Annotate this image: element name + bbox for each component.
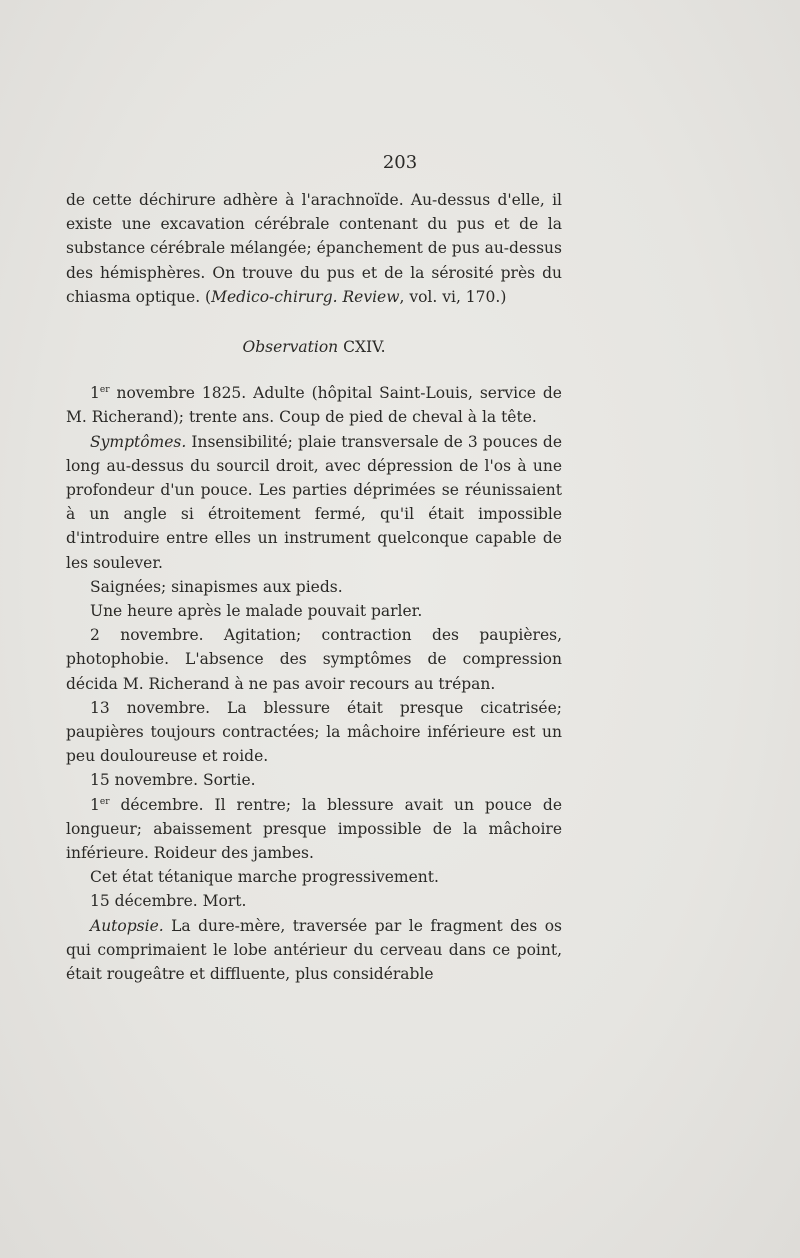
paragraph-text: de cette déchirure adhère à l'arachnoïde. Au-dessus d'elle, il existe une excavation cérébrale contenant du pus et de la substance cérébrale mélangée; épanchement de pus au-dessus des hémisphères. On trouve du pus et de la sérosité près du chiasma optique. ( — [66, 191, 562, 306]
observation-heading-number: CXIV. — [338, 338, 386, 357]
paragraph-text: Insensibilité; plaie transversale de 3 pouces de long au-dessus du sourcil droit, avec dépression de l'os à une profondeur d'un pouce. Les parties déprimées se réunissaient à un angle si étroitement fermé, qu'il était impossible d'introduire entre elles un instrument quelconque capable de les soulever. — [66, 432, 562, 572]
citation-volume: , vol. vi, 170.) — [399, 287, 507, 306]
paragraph-dec-1 — [66, 793, 562, 866]
paragraph-dec-15: 15 décembre. Mort. — [90, 892, 247, 911]
section-label: Autopsie. — [90, 916, 164, 935]
paragraph-nov-13: 13 novembre. La blessure était presque cicatrisée; paupières toujours contractées; la mâchoire inférieure est un peu douloureuse et roide. — [66, 698, 562, 766]
section-label: Symptômes. — [90, 432, 187, 451]
paragraph-case-intro — [66, 381, 562, 429]
paragraph-symptoms — [66, 430, 562, 575]
paragraph-nov-2: 2 novembre. Agitation; contraction des paupières, photophobie. L'absence des symptômes de compression décida M. Richerand à ne pas avoir recours au trépan. — [66, 626, 562, 693]
paragraph-autopsy — [66, 914, 562, 987]
observation-heading — [66, 335, 562, 359]
date-ordinal: er — [99, 385, 110, 396]
paragraph-continuation — [66, 188, 562, 309]
paragraph-recovery: Une heure après le malade pouvait parler. — [90, 602, 423, 621]
page-number: 203 — [382, 152, 418, 173]
paragraph-text: novembre 1825. Adulte (hôpital Saint-Louis, service de M. Richerand); trente ans. Coup de pied de cheval à la tête. — [66, 384, 562, 427]
page-body — [66, 188, 562, 986]
paragraph-text: décembre. Il rentre; la blessure avait un pouce de longueur; abaissement presque impossible de la mâchoire inférieure. Roideur des jambes. — [66, 795, 562, 863]
paragraph-progression: Cet état tétanique marche progressivement. — [90, 868, 439, 887]
citation-source: Medico-chirurg. Review — [211, 287, 400, 306]
date-ordinal: er — [99, 796, 110, 807]
date-day: 1 — [90, 795, 100, 814]
paragraph-treatment: Saignées; sinapismes aux pieds. — [90, 577, 343, 596]
paragraph-text: La dure-mère, traversée par le fragment des os qui comprimaient le lobe antérieur du cerveau dans ce point, était rougeâtre et diffluente, plus considérable — [66, 916, 562, 984]
observation-heading-label: Observation — [242, 338, 339, 357]
paragraph-nov-15: 15 novembre. Sortie. — [90, 771, 256, 790]
date-day: 1 — [90, 384, 100, 403]
